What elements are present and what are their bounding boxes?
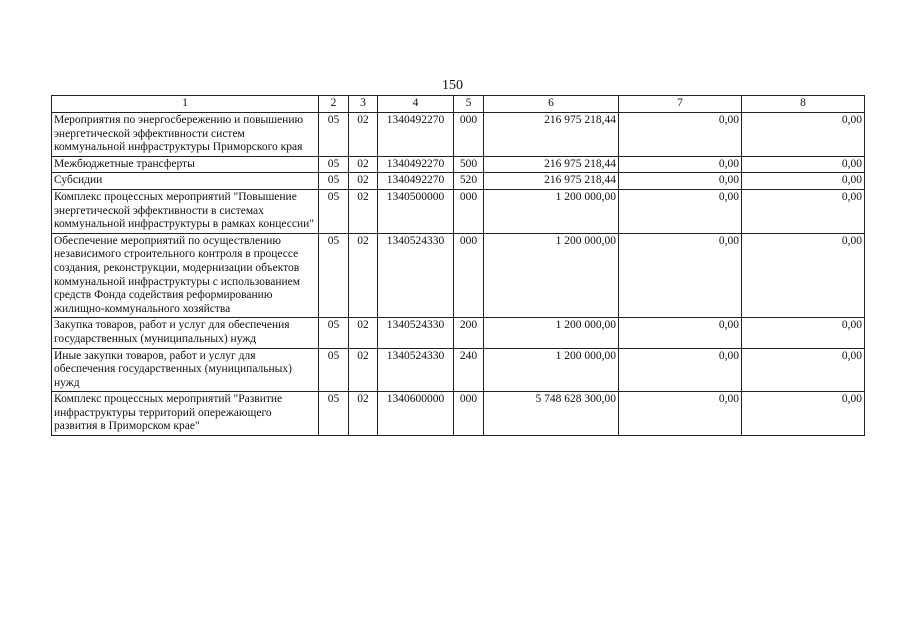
header-row — [52, 96, 865, 113]
header-col-5: 5 — [454, 96, 484, 113]
row-expense-type: 000 — [454, 392, 484, 436]
row-amount-col7: 0,00 — [619, 173, 742, 190]
row-name: Иные закупки товаров, работ и услуг для обеспечения государственных (муниципальных) нужд — [52, 348, 319, 392]
row-expense-type: 500 — [454, 156, 484, 173]
row-name: Мероприятия по энергосбережению и повышению энергетической эффективности систем коммунальной инфраструктуры Приморского края — [52, 113, 319, 157]
table-row — [52, 233, 865, 318]
row-amount-col6: 216 975 218,44 — [484, 173, 619, 190]
row-amount-col8: 0,00 — [742, 392, 865, 436]
header-col-4: 4 — [378, 96, 454, 113]
row-section: 05 — [319, 318, 349, 348]
row-target-code: 1340492270 — [378, 156, 454, 173]
row-amount-col7: 0,00 — [619, 348, 742, 392]
row-amount-col8: 0,00 — [742, 318, 865, 348]
row-amount-col8: 0,00 — [742, 173, 865, 190]
header-col-2: 2 — [319, 96, 349, 113]
table-row — [52, 318, 865, 348]
row-name: Обеспечение мероприятий по осуществлению независимого строительного контроля в процессе создания, реконструкции, модернизации объектов коммунальной инфраструктуры с использованием средств Фонда содействия реформированию жилищно-коммунального хозяйства — [52, 233, 319, 318]
row-amount-col6: 5 748 628 300,00 — [484, 392, 619, 436]
row-expense-type: 200 — [454, 318, 484, 348]
row-amount-col6: 1 200 000,00 — [484, 189, 619, 233]
row-name: Межбюджетные трансферты — [52, 156, 319, 173]
row-subsection: 02 — [349, 113, 378, 157]
row-amount-col8: 0,00 — [742, 189, 865, 233]
table-row — [52, 113, 865, 157]
row-target-code: 1340492270 — [378, 173, 454, 190]
row-target-code: 1340600000 — [378, 392, 454, 436]
row-amount-col8: 0,00 — [742, 233, 865, 318]
row-expense-type: 240 — [454, 348, 484, 392]
row-section: 05 — [319, 233, 349, 318]
row-amount-col8: 0,00 — [742, 156, 865, 173]
row-name: Субсидии — [52, 173, 319, 190]
row-amount-col7: 0,00 — [619, 233, 742, 318]
budget-table — [51, 95, 865, 436]
row-expense-type: 000 — [454, 113, 484, 157]
page-number: 150 — [442, 78, 463, 93]
row-section: 05 — [319, 189, 349, 233]
row-section: 05 — [319, 173, 349, 190]
table-row — [52, 348, 865, 392]
row-target-code: 1340524330 — [378, 318, 454, 348]
header-col-3: 3 — [349, 96, 378, 113]
row-amount-col6: 1 200 000,00 — [484, 318, 619, 348]
row-amount-col6: 216 975 218,44 — [484, 156, 619, 173]
row-subsection: 02 — [349, 189, 378, 233]
row-target-code: 1340500000 — [378, 189, 454, 233]
header-col-7: 7 — [619, 96, 742, 113]
row-name: Закупка товаров, работ и услуг для обеспечения государственных (муниципальных) нужд — [52, 318, 319, 348]
row-subsection: 02 — [349, 156, 378, 173]
row-subsection: 02 — [349, 318, 378, 348]
row-amount-col6: 1 200 000,00 — [484, 348, 619, 392]
table-row — [52, 189, 865, 233]
row-section: 05 — [319, 348, 349, 392]
row-target-code: 1340524330 — [378, 348, 454, 392]
header-col-6: 6 — [484, 96, 619, 113]
row-amount-col8: 0,00 — [742, 113, 865, 157]
row-subsection: 02 — [349, 173, 378, 190]
row-expense-type: 000 — [454, 189, 484, 233]
row-section: 05 — [319, 392, 349, 436]
row-amount-col7: 0,00 — [619, 189, 742, 233]
row-amount-col7: 0,00 — [619, 318, 742, 348]
row-amount-col7: 0,00 — [619, 113, 742, 157]
header-col-8: 8 — [742, 96, 865, 113]
row-amount-col7: 0,00 — [619, 392, 742, 436]
row-name: Комплекс процессных мероприятий "Повышение энергетической эффективности в системах коммунальной инфраструктуры в рамках концессии" — [52, 189, 319, 233]
row-target-code: 1340524330 — [378, 233, 454, 318]
table-row — [52, 392, 865, 436]
header-col-1: 1 — [52, 96, 319, 113]
row-expense-type: 000 — [454, 233, 484, 318]
row-subsection: 02 — [349, 233, 378, 318]
row-subsection: 02 — [349, 392, 378, 436]
row-expense-type: 520 — [454, 173, 484, 190]
row-name: Комплекс процессных мероприятий "Развитие инфраструктуры территорий опережающего развития в Приморском крае" — [52, 392, 319, 436]
row-target-code: 1340492270 — [378, 113, 454, 157]
table-row — [52, 173, 865, 190]
row-amount-col6: 1 200 000,00 — [484, 233, 619, 318]
table-row — [52, 156, 865, 173]
row-amount-col6: 216 975 218,44 — [484, 113, 619, 157]
row-amount-col7: 0,00 — [619, 156, 742, 173]
row-section: 05 — [319, 156, 349, 173]
row-subsection: 02 — [349, 348, 378, 392]
row-section: 05 — [319, 113, 349, 157]
row-amount-col8: 0,00 — [742, 348, 865, 392]
